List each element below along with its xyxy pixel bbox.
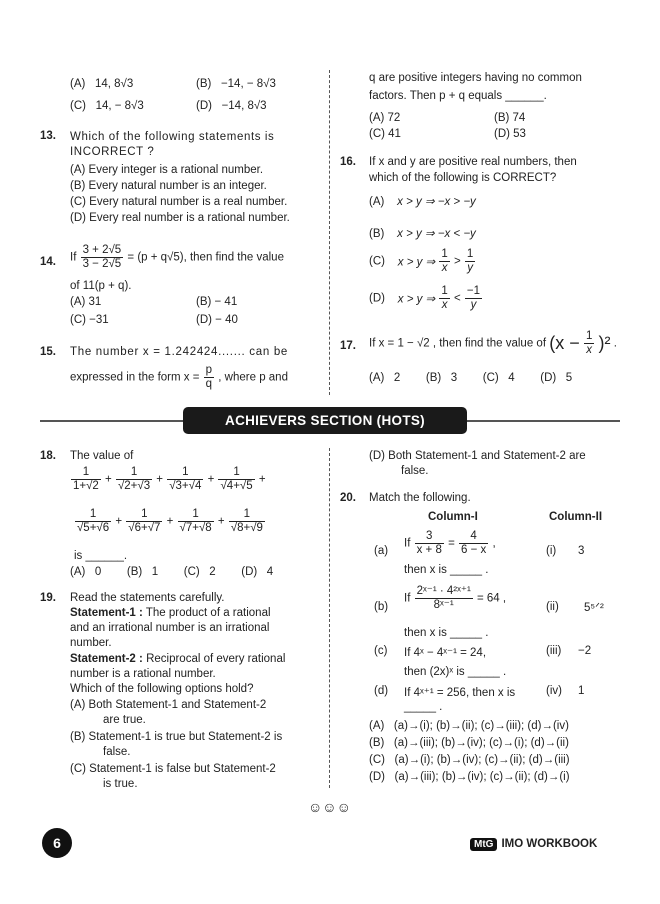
q20-d-then: _____ .: [404, 701, 443, 713]
q14-fraction: $\frac{3 + 2√5}{3 - 2√5}$: [82, 244, 122, 270]
q20-b-label: (b): [374, 601, 389, 613]
q18-text: The value of: [70, 450, 134, 462]
q15-option-c: (C) 41: [369, 128, 401, 140]
q20-a-label: (a): [374, 545, 389, 557]
q20-c-label: (c): [374, 645, 388, 657]
q18-number: 18.: [40, 450, 56, 462]
q20-c-text: If 4ˣ − 4ˣ⁻¹ = 24,: [404, 647, 487, 659]
q20-iv-label: (iv): [546, 685, 562, 697]
q14-option-b: (B) − 41: [196, 296, 238, 308]
q20-c-then: then (2x)ˣ is _____ .: [404, 666, 507, 678]
q15-line4: factors. Then p + q equals ______.: [369, 90, 547, 102]
smiley-icons: ☺☺☺: [308, 799, 351, 815]
q20-option-d: (D) (a)→(iii); (b)→(iv); (c)→(ii); (d)→(i): [369, 771, 570, 783]
q13-option-b: (B) Every natural number is an integer.: [70, 180, 267, 192]
mtg-logo-icon: MtG: [470, 838, 497, 851]
q20-column-2-header: Column-II: [549, 511, 603, 523]
banner-rule-right: [467, 420, 620, 422]
column-divider: [329, 70, 330, 395]
q15-line2: expressed in the form x = $\frac{p}{q}$ , where p and: [70, 364, 288, 390]
q15-fraction: $\frac{p}{q}$: [205, 364, 213, 390]
q15-line1: The number x = 1.242424....... can be: [70, 346, 289, 358]
q20-ii-value: 5⁵ᐟ²: [584, 602, 604, 614]
q19-option-d-l2: false.: [401, 465, 429, 477]
page-number: 6: [42, 828, 72, 858]
section-banner: ACHIEVERS SECTION (HOTS): [183, 407, 467, 434]
q20-column-1-header: Column-I: [428, 511, 478, 523]
top-opt-d: (D) −14, 8√3: [196, 100, 267, 112]
q14-option-d: (D) − 40: [196, 314, 238, 326]
q16-option-c: (C) x > y ⇒ $\frac{1}{x}$ > $\frac{1}{y}$: [369, 248, 474, 274]
q14-option-c: (C) −31: [70, 314, 109, 326]
top-opt-b: (B) −14, − 8√3: [196, 78, 276, 90]
q20-a-expr: If $\frac{3}{x + 8}$ = $\frac{4}{6 - x}$ ,: [404, 530, 496, 556]
q19-s2-line2: number is a rational number.: [70, 668, 216, 680]
q19-s1-line2: and an irrational number is an irrational: [70, 622, 270, 634]
q20-iv-value: 1: [578, 685, 585, 697]
q20-ii-label: (ii): [546, 601, 559, 613]
q20-d-label: (d): [374, 685, 389, 697]
q16-number: 16.: [340, 156, 356, 168]
q20-option-a: (A) (a)→(i); (b)→(ii); (c)→(iii); (d)→(iv): [369, 720, 569, 732]
q14-option-a: (A) 31: [70, 296, 102, 308]
q20-option-c: (C) (a)→(i); (b)→(iv); (c)→(ii); (d)→(iii): [369, 754, 570, 766]
q13-option-c: (C) Every natural number is a real number.: [70, 196, 288, 208]
q19-option-c-l2: is true.: [103, 778, 138, 790]
q19-option-a: (A) Both Statement-1 and Statement-2: [70, 699, 267, 711]
q16-line2: which of the following is CORRECT?: [369, 172, 557, 184]
q20-iii-value: −2: [578, 645, 592, 657]
q20-number: 20.: [340, 492, 356, 504]
q17-text: If x = 1 − √2 , then find the value of (x − $\frac{1}{x}$ )² .: [369, 330, 617, 356]
banner-rule-left: [40, 420, 183, 422]
workbook-label: MtG IMO WORKBOOK: [470, 838, 597, 851]
q19-option-c: (C) Statement-1 is false but Statement-2: [70, 763, 276, 775]
q19-number: 19.: [40, 592, 56, 604]
q15-option-d: (D) 53: [494, 128, 526, 140]
q16-option-d: (D) x > y ⇒ $\frac{1}{x}$ < $\frac{-1}{y}$: [369, 285, 481, 311]
q20-text: Match the following.: [369, 492, 471, 504]
q20-iii-label: (iii): [546, 645, 562, 657]
q13-text: Which of the following statements is INCORRECT ?: [70, 131, 275, 158]
q17-number: 17.: [340, 340, 356, 352]
q18-options: (A) 0 (B) 1 (C) 2 (D) 4: [70, 566, 274, 578]
q20-i-value: 3: [578, 545, 585, 557]
q19-option-a-l2: are true.: [103, 714, 146, 726]
q20-i-label: (i): [546, 545, 557, 557]
q18-is: is ______.: [74, 550, 128, 562]
top-opt-a: (A) 14, 8√3: [70, 78, 134, 90]
q15-number: 15.: [40, 346, 56, 358]
q18-row1: $\frac{1}{1+√2}$ + $\frac{1}{√2+√3}$ + $\frac{1}{√3+√4}$ + $\frac{1}{√4+√5}$ +: [73, 466, 266, 492]
q19-option-b: (B) Statement-1 is true but Statement-2 is: [70, 731, 283, 743]
column-divider-lower: [329, 448, 330, 788]
q19-option-d: (D) Both Statement-1 and Statement-2 are: [369, 450, 586, 462]
q20-b-then: then x is _____ .: [404, 627, 489, 639]
q19-option-b-l2: false.: [103, 746, 131, 758]
q13-number: 13.: [40, 130, 56, 142]
q20-d-text: If 4ˣ⁺¹ = 256, then x is: [404, 687, 516, 699]
q19-s1-line3: number.: [70, 637, 112, 649]
q13-option-a: (A) Every integer is a rational number.: [70, 164, 264, 176]
q19-line1: Read the statements carefully.: [70, 592, 225, 604]
q16-line1: If x and y are positive real numbers, then: [369, 156, 577, 168]
q15-line3: q are positive integers having no common: [369, 72, 582, 84]
q14-line1: If $\frac{3 + 2√5}{3 - 2√5}$ = (p + q√5), then find the value: [70, 244, 284, 270]
q15-option-b: (B) 74: [494, 112, 526, 124]
top-opt-c: (C) 14, − 8√3: [70, 100, 144, 112]
q16-option-a: (A) x > y ⇒ −x > −y: [369, 196, 476, 208]
q20-a-then: then x is _____ .: [404, 564, 489, 576]
q19-statement2: Statement-2 : Reciprocal of every rational: [70, 653, 286, 665]
q14-line2: of 11(p + q).: [70, 280, 132, 292]
q15-option-a: (A) 72: [369, 112, 401, 124]
q17-options: (A) 2 (B) 3 (C) 4 (D) 5: [369, 372, 573, 384]
q13-option-d: (D) Every real number is a rational number.: [70, 212, 290, 224]
q19-question: Which of the following options hold?: [70, 683, 254, 695]
q20-option-b: (B) (a)→(iii); (b)→(iv); (c)→(i); (d)→(ii): [369, 737, 569, 749]
q20-b-expr: If $\frac{\text{2ˣ⁻¹ · 4²ˣ⁺¹}}{\text{8ˣ⁻¹}}$ = 64 ,: [404, 585, 507, 611]
q18-row2: $\frac{1}{√5+√6}$ + $\frac{1}{√6+√7}$ + $\frac{1}{√7+√8}$ + $\frac{1}{√8+√9}$: [77, 508, 263, 534]
q19-statement1: Statement-1 : The product of a rational: [70, 607, 271, 619]
q14-number: 14.: [40, 256, 56, 268]
q16-option-b: (B) x > y ⇒ −x < −y: [369, 228, 476, 240]
